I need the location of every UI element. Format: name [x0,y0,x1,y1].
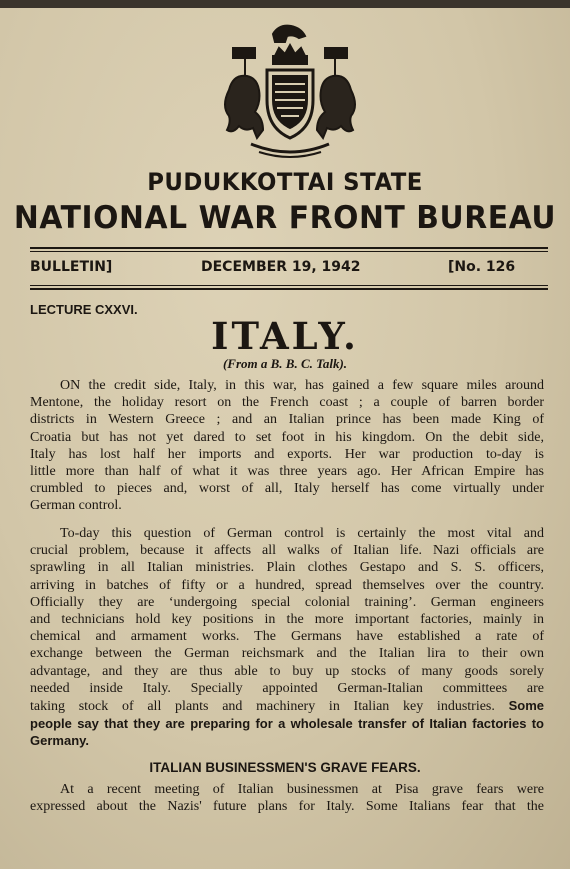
bold-text-segment: Some [508,698,544,714]
text-segment: taking stock of all plants and machinery in Italian key industries. [30,699,495,715]
header-rule-top [30,247,548,249]
bold-text-line: people say that they are preparing for a wholesale transfer of Italian factories to [30,716,544,732]
text-line: Italy has lost half her imports and exports. Her war production to-day is [30,446,544,462]
text-line: At a recent meeting of Italian businessmen at Pisa grave fears were [60,782,544,797]
header-rule-bottom-thin [30,285,548,286]
bureau-heading: NATIONAL WAR FRONT BUREAU [13,200,557,236]
bulletin-number: [No. 126 [448,259,516,275]
text-line: expressed about the Nazis' future plans for Italy. Some Italians fear that the [30,799,544,815]
bulletin-date: DECEMBER 19, 1942 [201,259,361,275]
text-line: Officially they are ‘undergoing special colonial training’. German engineers [30,594,544,610]
text-line: To-day this question of German control is certainly the most vital and [60,526,544,541]
header-rule-top-thin [30,251,548,252]
state-heading: PUDUKKOTTAI STATE [147,168,423,196]
header-rule-bottom [30,288,548,290]
page-top-edge [0,0,570,8]
text-line: exchange between the German reichsmark and the Italian lira to their own [30,646,544,662]
text-line: German control. [30,498,122,514]
bulletin-label: BULLETIN] [30,259,113,275]
text-line: districts in Western Greece ; and an Italian prince has been made King of [30,412,544,428]
text-line: Mentone, the holiday resort on the French coast ; a couple of barren border [30,395,544,411]
text-line: and technicians hold key positions in the more important factories, mainly in [30,612,544,628]
text-line: Croatia but has not yet dared to set foot in his kingdom. On the debit side, [30,429,544,445]
text-line: sprawling in all Italian ministries. Plain clothes Gestapo and S. S. officers, [30,560,544,576]
article-source: (From a B. B. C. Talk). [222,356,348,371]
paragraph-1 [30,377,544,515]
text-line-with-bold-tail [30,697,544,715]
text-line: needed inside Italy. Specially appointed German-Italian committees are [30,680,544,696]
lecture-number: LECTURE CXXVI. [30,302,138,317]
paragraph-2 [30,525,544,750]
paragraph-3 [30,781,544,815]
section-subheading: ITALIAN BUSINESSMEN'S GRAVE FEARS. [149,760,421,775]
royal-coat-of-arms-icon [215,20,365,165]
text-line: ON the credit side, Italy, in this war, has gained a few square miles around [60,378,544,393]
text-line: chemical and armament works. The Germans have established a rate of [30,629,544,645]
bold-text-line: Germany. [30,733,90,749]
text-line: crucial problem, because it affects all walks of Italian life. Nazi officials are [30,543,544,559]
text-line: advantage, and they are thus able to buy up stocks of many goods sorely [30,663,544,679]
text-line: little more than half of what it was three years ago. Her African Empire has [30,464,544,480]
text-line: arriving in batches of fifty or a hundred, spread themselves over the country. [30,577,544,593]
article-title: ITALY. [211,314,359,358]
text-line: crumbled to pieces and, worst of all, Italy herself has come virtually under [30,481,544,497]
